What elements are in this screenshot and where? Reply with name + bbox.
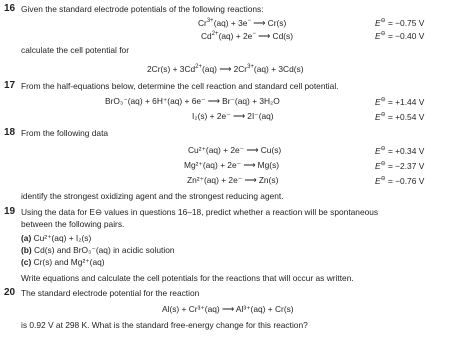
half-equation: I₂(s) + 2e⁻ ⟶ 2I⁻(aq) xyxy=(192,111,274,121)
question-prompt: Write equations and calculate the cell potentials for the reactions that will occur as written. xyxy=(21,273,354,283)
question-number: 18 xyxy=(4,127,16,138)
question-text: between the following pairs. xyxy=(21,219,125,229)
question-text: The standard electrode potential for the reaction xyxy=(21,288,200,298)
part-label: (b) xyxy=(21,245,32,255)
species: Cd xyxy=(201,30,212,41)
question-text: From the following data xyxy=(21,128,109,138)
e-symbol: E xyxy=(375,30,381,41)
part-label: (a) xyxy=(21,233,32,243)
reaction-part: (aq) ⟶ 2Cr xyxy=(202,63,248,74)
reactants: (aq) + 2e xyxy=(218,30,253,41)
e-symbol: E xyxy=(375,145,381,156)
overall-reaction xyxy=(147,64,304,73)
standard-symbol: ⊖ xyxy=(380,97,386,103)
half-equation: Mg²⁺(aq) + 2e⁻ ⟶ Mg(s) xyxy=(184,160,280,170)
question-part xyxy=(21,246,175,254)
standard-potential xyxy=(375,31,424,40)
half-equation: Zn²⁺(aq) + 2e⁻ ⟶ Zn(s) xyxy=(187,175,279,185)
potential-value: = +0.34 V xyxy=(387,145,425,156)
question-number: 20 xyxy=(4,287,16,298)
standard-symbol: ⊖ xyxy=(380,18,386,24)
potential-value: = −0.75 V xyxy=(387,17,425,28)
charge: 3+ xyxy=(206,18,214,24)
question-part xyxy=(21,234,91,242)
charge: − xyxy=(247,18,251,24)
standard-potential xyxy=(375,146,424,155)
reaction-part: (aq) + 3Cd(s) xyxy=(253,63,304,74)
charge: 2+ xyxy=(211,31,219,37)
half-equation xyxy=(201,31,293,40)
half-equation: Cu²⁺(aq) + 2e⁻ ⟶ Cu(s) xyxy=(188,145,282,155)
e-symbol: E xyxy=(375,175,381,186)
half-equation xyxy=(198,18,286,27)
potential-value: = −0.40 V xyxy=(387,30,425,41)
e-symbol: E xyxy=(375,96,381,107)
charge: 2+ xyxy=(195,64,203,70)
potential-value: = −0.76 V xyxy=(387,175,425,186)
arrow: ⟶ xyxy=(258,30,271,41)
product: Cd(s) xyxy=(272,30,293,41)
e-symbol: E xyxy=(375,160,381,171)
question-prompt: is 0.92 V at 298 K. What is the standard free-energy change for this reaction? xyxy=(21,320,308,330)
standard-potential xyxy=(375,97,424,106)
species: Cr xyxy=(198,17,207,28)
product: Cr(s) xyxy=(267,17,287,28)
charge: − xyxy=(252,31,256,37)
charge: 3+ xyxy=(247,64,254,70)
question-number: 17 xyxy=(4,80,16,91)
standard-symbol: ⊖ xyxy=(380,176,386,182)
e-symbol: E xyxy=(375,17,381,28)
standard-symbol: ⊖ xyxy=(380,31,386,37)
part-label: (c) xyxy=(21,257,32,267)
e-symbol: E xyxy=(375,111,381,122)
part-text: Cu²⁺(aq) + I₂(s) xyxy=(33,233,92,243)
standard-symbol: ⊖ xyxy=(380,112,386,118)
potential-value: = +1.44 V xyxy=(387,96,425,107)
part-text: Cr(s) and Mg²⁺(aq) xyxy=(33,257,105,267)
standard-potential xyxy=(375,18,424,27)
question-text: Given the standard electrode potentials of the following reactions: xyxy=(21,4,264,14)
half-equation: BrO₃⁻(aq) + 6H⁺(aq) + 6e⁻ ⟶ Br⁻(aq) + 3H₂O xyxy=(105,96,280,106)
question-number: 19 xyxy=(4,206,16,217)
overall-reaction: Al(s) + Cr³⁺(aq) ⟶ Al³⁺(aq) + Cr(s) xyxy=(162,304,294,314)
question-text: Using the data for E⊖ values in questions 16–18, predict whether a reaction will be spontaneous xyxy=(21,207,379,217)
standard-potential xyxy=(375,161,424,170)
part-text: Cd(s) and BrO₃⁻(aq) in acidic solution xyxy=(34,245,175,255)
potential-value: = +0.54 V xyxy=(387,111,425,122)
question-text: From the half-equations below, determine the cell reaction and standard cell potential. xyxy=(21,81,339,91)
standard-potential xyxy=(375,176,424,185)
reaction-part: 2Cr(s) + 3Cd xyxy=(147,63,196,74)
question-part xyxy=(21,258,105,266)
standard-symbol: ⊖ xyxy=(380,146,386,152)
arrow: ⟶ xyxy=(253,17,266,28)
standard-symbol: ⊖ xyxy=(380,161,386,167)
question-prompt: calculate the cell potential for xyxy=(21,45,130,55)
question-number: 16 xyxy=(4,3,16,14)
question-prompt: identify the strongest oxidizing agent and the strongest reducing agent. xyxy=(21,191,284,201)
standard-potential xyxy=(375,112,424,121)
reactants: (aq) + 3e xyxy=(213,17,248,28)
potential-value: = −2.37 V xyxy=(387,160,425,171)
